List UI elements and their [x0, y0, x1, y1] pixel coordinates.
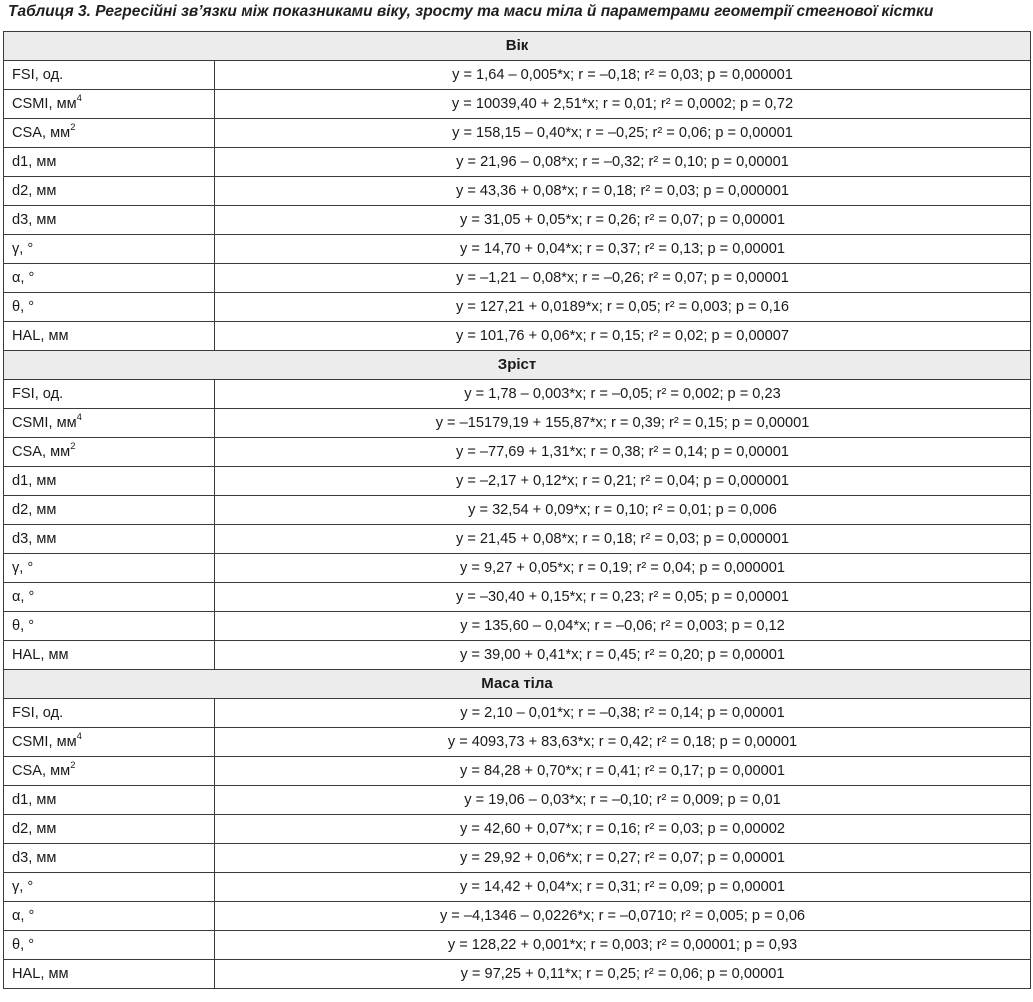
table-row — [4, 293, 1031, 322]
formula-cell: y = 10039,40 + 2,51*x; r = 0,01; r² = 0,0002; p = 0,72 — [215, 90, 1031, 119]
param-cell: HAL, мм — [4, 641, 215, 670]
formula-cell: y = –2,17 + 0,12*x; r = 0,21; r² = 0,04; p = 0,000001 — [215, 467, 1031, 496]
param-cell: α, ° — [4, 264, 215, 293]
table-row — [4, 612, 1031, 641]
param-cell: FSI, од. — [4, 380, 215, 409]
table-row — [4, 786, 1031, 815]
formula-cell: y = 19,06 – 0,03*x; r = –0,10; r² = 0,009; p = 0,01 — [215, 786, 1031, 815]
formula-cell: y = –30,40 + 0,15*x; r = 0,23; r² = 0,05; p = 0,00001 — [215, 583, 1031, 612]
section-header-body-mass — [4, 670, 1031, 699]
param-cell: FSI, од. — [4, 61, 215, 90]
table-row — [4, 206, 1031, 235]
table-row — [4, 61, 1031, 90]
formula-cell: y = 127,21 + 0,0189*x; r = 0,05; r² = 0,003; p = 0,16 — [215, 293, 1031, 322]
formula-cell: y = 14,42 + 0,04*x; r = 0,31; r² = 0,09; p = 0,00001 — [215, 873, 1031, 902]
formula-cell: y = 32,54 + 0,09*x; r = 0,10; r² = 0,01; p = 0,006 — [215, 496, 1031, 525]
param-cell: θ, ° — [4, 612, 215, 641]
table-row — [4, 699, 1031, 728]
param-cell: α, ° — [4, 583, 215, 612]
param-cell: CSA, $мм^2$ — [4, 438, 215, 467]
section-header-age — [4, 32, 1031, 61]
formula-cell: y = 14,70 + 0,04*x; r = 0,37; r² = 0,13; p = 0,00001 — [215, 235, 1031, 264]
table-row — [4, 583, 1031, 612]
table-row — [4, 119, 1031, 148]
formula-cell: y = 1,78 – 0,003*x; r = –0,05; r² = 0,002; p = 0,23 — [215, 380, 1031, 409]
section-header-height — [4, 351, 1031, 380]
section-title: Зріст — [4, 351, 1031, 380]
param-cell: CSA, $мм^2$ — [4, 757, 215, 786]
formula-cell: y = 128,22 + 0,001*x; r = 0,003; r² = 0,00001; p = 0,93 — [215, 931, 1031, 960]
formula-cell: y = 29,92 + 0,06*x; r = 0,27; r² = 0,07; p = 0,00001 — [215, 844, 1031, 873]
table-caption: Таблиця 3. Регресійні зв’язки між показниками віку, зросту та маси тіла й параметрами геометрії стегнової кістки — [8, 3, 934, 20]
param-cell: d3, мм — [4, 206, 215, 235]
table-row — [4, 438, 1031, 467]
table-row — [4, 264, 1031, 293]
section-title: Маса тіла — [4, 670, 1031, 699]
table-row — [4, 496, 1031, 525]
formula-cell: y = 31,05 + 0,05*x; r = 0,26; r² = 0,07; p = 0,00001 — [215, 206, 1031, 235]
formula-cell: y = 21,96 – 0,08*x; r = –0,32; r² = 0,10; p = 0,00001 — [215, 148, 1031, 177]
param-cell: γ, ° — [4, 235, 215, 264]
table-row — [4, 148, 1031, 177]
table-body — [4, 32, 1031, 989]
param-cell: θ, ° — [4, 293, 215, 322]
formula-cell: y = 2,10 – 0,01*x; r = –0,38; r² = 0,14; p = 0,00001 — [215, 699, 1031, 728]
formula-cell: y = 84,28 + 0,70*x; r = 0,41; r² = 0,17; p = 0,00001 — [215, 757, 1031, 786]
formula-cell: y = 1,64 – 0,005*x; r = –0,18; r² = 0,03; p = 0,000001 — [215, 61, 1031, 90]
table-row — [4, 380, 1031, 409]
param-cell: γ, ° — [4, 873, 215, 902]
table-row — [4, 525, 1031, 554]
table-row — [4, 322, 1031, 351]
table-row — [4, 931, 1031, 960]
regression-table — [3, 31, 1031, 989]
formula-cell: y = 42,60 + 0,07*x; r = 0,16; r² = 0,03; p = 0,00002 — [215, 815, 1031, 844]
formula-cell: y = 43,36 + 0,08*x; r = 0,18; r² = 0,03; p = 0,000001 — [215, 177, 1031, 206]
param-cell: d3, мм — [4, 525, 215, 554]
param-cell: d1, мм — [4, 786, 215, 815]
table-row — [4, 235, 1031, 264]
table-row — [4, 757, 1031, 786]
param-cell: γ, ° — [4, 554, 215, 583]
param-cell: θ, ° — [4, 931, 215, 960]
param-cell: d1, мм — [4, 148, 215, 177]
param-cell: α, ° — [4, 902, 215, 931]
param-cell: d2, мм — [4, 177, 215, 206]
formula-cell: y = 158,15 – 0,40*x; r = –0,25; r² = 0,06; p = 0,00001 — [215, 119, 1031, 148]
param-cell: CSMI, $мм^4$ — [4, 409, 215, 438]
formula-cell: y = 9,27 + 0,05*x; r = 0,19; r² = 0,04; p = 0,000001 — [215, 554, 1031, 583]
param-cell: CSMI, $мм^4$ — [4, 90, 215, 119]
table-row — [4, 641, 1031, 670]
table-row — [4, 467, 1031, 496]
formula-cell: y = 39,00 + 0,41*x; r = 0,45; r² = 0,20; p = 0,00001 — [215, 641, 1031, 670]
formula-cell: y = 135,60 – 0,04*x; r = –0,06; r² = 0,003; p = 0,12 — [215, 612, 1031, 641]
param-cell: FSI, од. — [4, 699, 215, 728]
table-row — [4, 815, 1031, 844]
param-cell: d1, мм — [4, 467, 215, 496]
formula-cell: y = 97,25 + 0,11*x; r = 0,25; r² = 0,06; p = 0,00001 — [215, 960, 1031, 989]
table-row — [4, 960, 1031, 989]
table-row — [4, 409, 1031, 438]
table-row — [4, 728, 1031, 757]
formula-cell: y = 4093,73 + 83,63*x; r = 0,42; r² = 0,18; p = 0,00001 — [215, 728, 1031, 757]
formula-cell: y = –77,69 + 1,31*x; r = 0,38; r² = 0,14; p = 0,00001 — [215, 438, 1031, 467]
param-cell: d2, мм — [4, 496, 215, 525]
param-cell: HAL, мм — [4, 322, 215, 351]
param-cell: d3, мм — [4, 844, 215, 873]
param-cell: d2, мм — [4, 815, 215, 844]
table-row — [4, 902, 1031, 931]
param-cell: CSA, $мм^2$ — [4, 119, 215, 148]
table-row — [4, 844, 1031, 873]
formula-cell: y = 101,76 + 0,06*x; r = 0,15; r² = 0,02; p = 0,00007 — [215, 322, 1031, 351]
table-row — [4, 554, 1031, 583]
table-row — [4, 873, 1031, 902]
formula-cell: y = –15179,19 + 155,87*x; r = 0,39; r² = 0,15; p = 0,00001 — [215, 409, 1031, 438]
section-title: Вік — [4, 32, 1031, 61]
formula-cell: y = –1,21 – 0,08*x; r = –0,26; r² = 0,07; p = 0,00001 — [215, 264, 1031, 293]
param-cell: HAL, мм — [4, 960, 215, 989]
formula-cell: y = 21,45 + 0,08*x; r = 0,18; r² = 0,03; p = 0,000001 — [215, 525, 1031, 554]
table-row — [4, 90, 1031, 119]
formula-cell: y = –4,1346 – 0,0226*x; r = –0,0710; r² = 0,005; p = 0,06 — [215, 902, 1031, 931]
table-row — [4, 177, 1031, 206]
param-cell: CSMI, $мм^4$ — [4, 728, 215, 757]
